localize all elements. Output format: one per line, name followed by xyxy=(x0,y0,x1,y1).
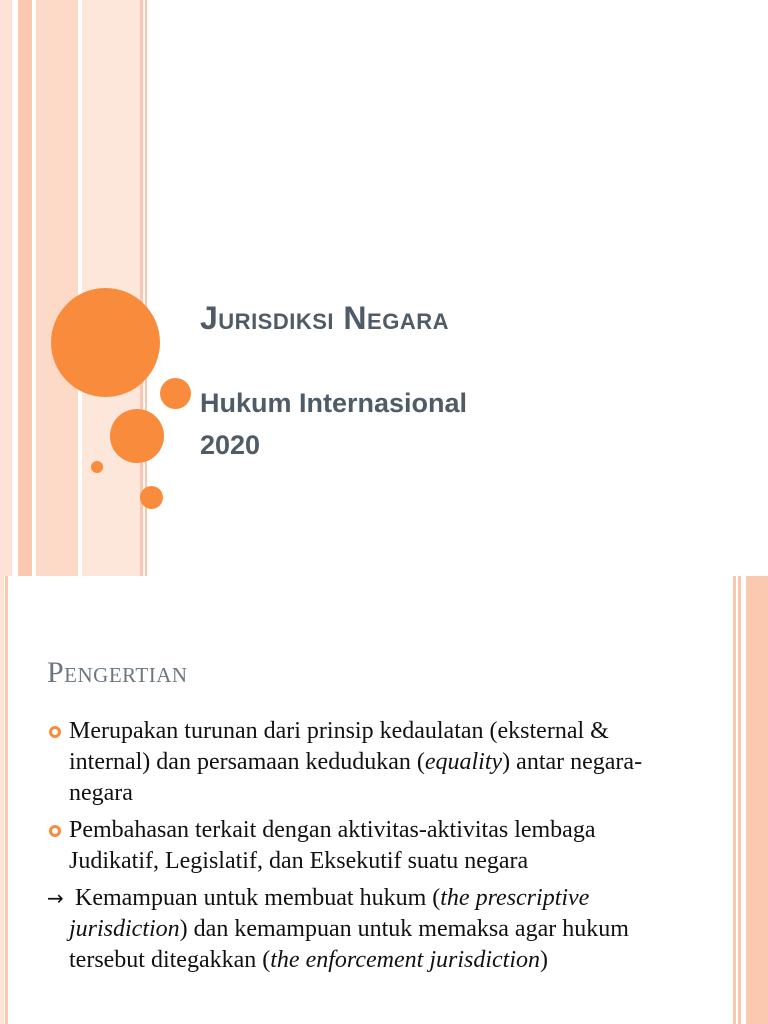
decor-stripe xyxy=(746,576,768,1024)
bullet-text: ) antar negara-negara xyxy=(69,749,643,806)
decor-stripe xyxy=(36,0,78,576)
subtitle-year: 2020 xyxy=(200,430,261,460)
bullet-text: Merupakan turunan dari prinsip kedaulatan (eksternal & internal) dan persamaan kedudukan ( xyxy=(69,718,609,775)
slide-title: Pengertian xyxy=(47,656,188,689)
decor-stripe xyxy=(733,576,736,1024)
decor-circle-medium xyxy=(110,409,164,463)
right-arrow-icon: → xyxy=(47,886,64,910)
slide-subtitle xyxy=(200,382,467,466)
decor-circle-tiny xyxy=(91,461,103,473)
decor-circle-small xyxy=(160,378,191,409)
decor-stripe xyxy=(5,576,8,1024)
arrow-text: ) dan kemampuan untuk memaksa agar hukum tersebut ditegakkan ( xyxy=(69,916,629,973)
decor-circle-large xyxy=(51,288,160,397)
arrow-italic: the enforcement jurisdiction xyxy=(270,947,540,973)
slide-body xyxy=(47,716,687,976)
decor-stripe xyxy=(0,576,4,1024)
list-item xyxy=(47,815,687,877)
arrow-text: Kemampuan untuk membuat hukum ( xyxy=(69,885,441,911)
decor-stripe xyxy=(0,0,12,576)
circle-bullet-icon xyxy=(49,726,61,738)
decor-stripe xyxy=(18,0,32,576)
decor-circle-small xyxy=(140,486,163,509)
arrow-text: ) xyxy=(539,947,548,973)
slide-title: Jurisdiksi Negara xyxy=(200,300,449,336)
arrow-italic: the prescriptive jurisdiction xyxy=(69,885,590,942)
subtitle-line: Hukum Internasional xyxy=(200,388,468,418)
list-item xyxy=(47,716,687,809)
circle-bullet-icon xyxy=(49,825,61,837)
bullet-text: Pembahasan terkait dengan aktivitas-aktivitas lembaga Judikatif, Legislatif, dan Eksekutif suatu negara xyxy=(69,817,596,874)
bullet-italic: equality xyxy=(424,749,503,775)
arrow-item xyxy=(47,883,687,976)
content-slide xyxy=(0,576,768,1024)
